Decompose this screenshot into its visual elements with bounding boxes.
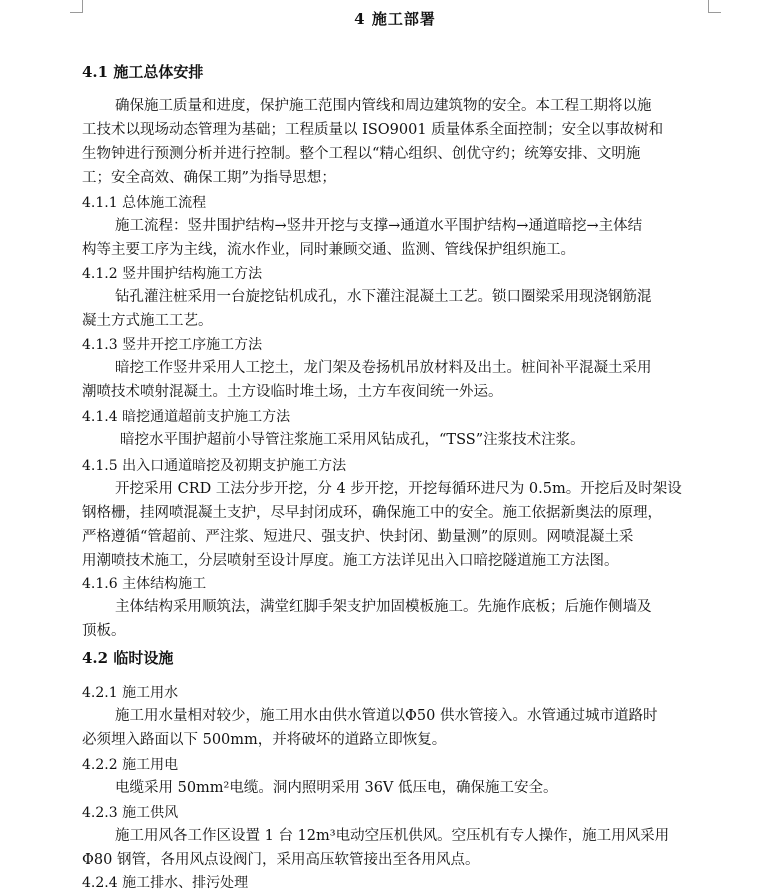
section-4-1-1-body xyxy=(82,214,708,262)
text-line: 严格遵循“管超前、严注浆、短进尺、强支护、快封闭、勤量测”的原则。网喷混凝土采 xyxy=(82,529,634,545)
text-line: 钻孔灌注桩采用一台旋挖钻机成孔，水下灌注混凝土工艺。锁口圈梁采用现浇钢筋混 xyxy=(115,289,652,305)
section-4-1-3-title: 4.1.3 竖井开挖工序施工方法 xyxy=(82,337,263,353)
section-4-1-6-title: 4.1.6 主体结构施工 xyxy=(82,576,207,592)
text-line: 钢格栅，挂网喷混凝土支护，尽早封闭成环，确保施工中的安全。施工依据新奥法的原理， xyxy=(82,505,662,521)
section-4-1-6-body xyxy=(82,595,708,643)
section-4-2-2-title: 4.2.2 施工用电 xyxy=(82,757,179,773)
section-4-1-4-body xyxy=(82,428,708,452)
text-line: 电缆采用 50mm²电缆。洞内照明采用 36V 低压电，确保施工安全。 xyxy=(115,780,558,796)
section-4-2-1-title: 4.2.1 施工用水 xyxy=(82,685,179,701)
text-line: 工技术以现场动态管理为基础；工程质量以 ISO9001 质量体系全面控制；安全以事故树和 xyxy=(82,122,664,138)
section-4-1-1-title: 4.1.1 总体施工流程 xyxy=(82,195,207,211)
text-line: 顶板。 xyxy=(82,623,126,639)
section-4-1-4-title: 4.1.4 暗挖通道超前支护施工方法 xyxy=(82,409,291,425)
section-4-2-4-title: 4.2.4 施工排水、排污处理 xyxy=(82,875,249,891)
text-line: Φ80 钢管，各用风点设阀门，采用高压软管接出至各用风点。 xyxy=(82,852,480,868)
text-line: 生物钟进行预测分析并进行控制。整个工程以“精心组织、创优守约；统筹安排、文明施 xyxy=(82,146,641,162)
text-line: 潮喷技术喷射混凝土。土方设临时堆土场，土方车夜间统一外运。 xyxy=(82,384,503,400)
section-4-2-2-body xyxy=(82,776,708,800)
chapter-title: 4 施工部署 xyxy=(354,10,436,28)
text-line: 施工用风各工作区设置 1 台 12m³电动空压机供风。空压机有专人操作，施工用风采用 xyxy=(115,828,670,844)
text-line: 用潮喷技术施工，分层喷射至设计厚度。施工方法详见出入口暗挖隧道施工方法图。 xyxy=(82,553,619,569)
text-line: 必须埋入路面以下 500mm，并将破坏的道路立即恢复。 xyxy=(82,732,447,748)
text-line: 确保施工质量和进度，保护施工范围内管线和周边建筑物的安全。本工程工期将以施 xyxy=(115,98,652,114)
section-4-1-2-body xyxy=(82,285,708,333)
page-corner-mark-right xyxy=(708,0,721,13)
text-line: 施工流程：竖井围护结构→竖井开挖与支撑→通道水平围护结构→通道暗挖→主体结 xyxy=(115,218,643,234)
text-line: 主体结构采用顺筑法，满堂红脚手架支护加固模板施工。先施作底板；后施作侧墙及 xyxy=(115,599,652,615)
section-4-1-5-body xyxy=(82,477,708,573)
text-line: 开挖采用 CRD 工法分步开挖，分 4 步开挖，开挖每循环进尺为 0.5m。开挖后及时架设 xyxy=(115,481,682,497)
section-4-2-1-body xyxy=(82,704,708,752)
section-4-1-5-title: 4.1.5 出入口通道暗挖及初期支护施工方法 xyxy=(82,458,347,474)
text-line: 工；安全高效、确保工期”为指导思想； xyxy=(82,170,336,186)
section-4-1-title: 4.1 施工总体安排 xyxy=(82,63,204,81)
text-line: 暗挖水平围护超前小导管注浆施工采用风钻成孔，“TSS”注浆技术注浆。 xyxy=(120,432,585,448)
section-4-1-2-title: 4.1.2 竖井围护结构施工方法 xyxy=(82,266,263,282)
section-4-1-3-body xyxy=(82,356,708,404)
text-line: 凝土方式施工工艺。 xyxy=(82,313,213,329)
text-line: 施工用水量相对较少，施工用水由供水管道以Φ50 供水管接入。水管通过城市道路时 xyxy=(115,708,658,724)
section-4-2-3-title: 4.2.3 施工供风 xyxy=(82,805,179,821)
text-line: 构等主要工序为主线，流水作业，同时兼顾交通、监测、管线保护组织施工。 xyxy=(82,242,575,258)
section-4-2-title: 4.2 临时设施 xyxy=(82,649,174,667)
intro-paragraph xyxy=(82,94,708,190)
section-4-2-3-body xyxy=(82,824,708,872)
text-line: 暗挖工作竖井采用人工挖土，龙门架及卷扬机吊放材料及出土。桩间补平混凝土采用 xyxy=(115,360,652,376)
